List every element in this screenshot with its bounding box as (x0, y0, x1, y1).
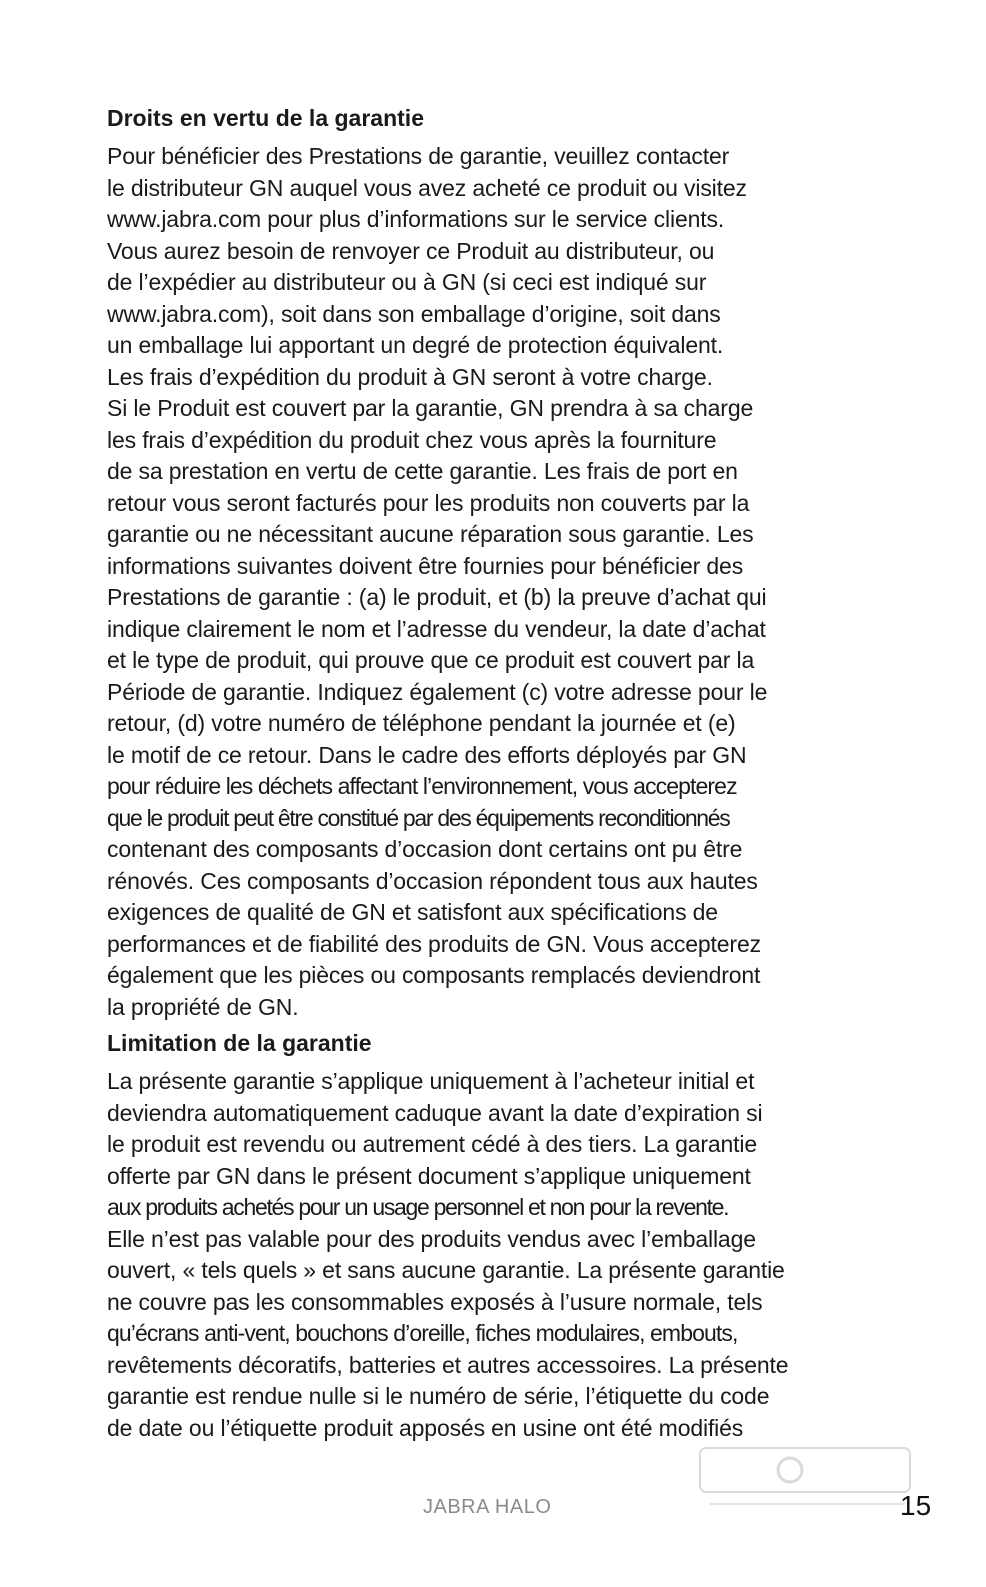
warranty-rights-paragraph (107, 141, 872, 1023)
text-line: aux produits achetés pour un usage personnel et non pour la revente. (107, 1194, 729, 1220)
text-line: les frais d’expédition du produit chez vous après la fourniture (107, 426, 717, 453)
document-page (107, 103, 872, 1444)
text-line: de date ou l’étiquette produit apposés en usine ont été modifiés (107, 1414, 744, 1441)
text-line: garantie est rendue nulle si le numéro de série, l’étiquette du code (107, 1383, 770, 1409)
page-number: 15 (900, 1490, 932, 1521)
section-heading-warranty-limitation: Limitation de la garantie (107, 1030, 372, 1056)
footer-brand: JABRA HALO (423, 1496, 552, 1518)
text-line: le motif de ce retour. Dans le cadre des efforts déployés par GN (107, 741, 747, 768)
text-line: Si le Produit est couvert par la garantie, GN prendra à sa charge (107, 395, 754, 421)
text-line: rénovés. Ces composants d’occasion répondent tous aux hautes (107, 867, 758, 894)
text-line: ne couvre pas les consommables exposés à l’usure normale, tels (107, 1288, 763, 1315)
text-line: Vous aurez besoin de renvoyer ce Produit au distributeur, ou (107, 237, 715, 264)
text-line: également que les pièces ou composants remplacés deviendront (107, 962, 761, 988)
text-line: garantie ou ne nécessitant aucune réparation sous garantie. Les (107, 521, 754, 547)
text-line: le distributeur GN auquel vous avez acheté ce produit ou visitez (107, 174, 747, 201)
text-line: www.jabra.com pour plus d’informations sur le service clients. (107, 206, 725, 232)
text-line: pour réduire les déchets affectant l’environnement, vous accepterez (107, 773, 737, 799)
text-line: qu’écrans anti-vent, bouchons d’oreille, fiches modulaires, embouts, (107, 1320, 738, 1346)
text-line: La présente garantie s’applique uniquement à l’acheteur initial et (107, 1068, 755, 1094)
text-line: contenant des composants d’occasion dont certains ont pu être (107, 836, 743, 862)
section-heading-warranty-rights: Droits en vertu de la garantie (107, 105, 424, 131)
text-line: deviendra automatiquement caduque avant la date d’expiration si (107, 1099, 763, 1126)
watermark-logo-icon (690, 1440, 920, 1530)
text-line: offerte par GN dans le présent document s’applique uniquement (107, 1162, 751, 1189)
text-line: la propriété de GN. (107, 993, 299, 1020)
text-line: Elle n’est pas valable pour des produits vendus avec l’emballage (107, 1225, 756, 1252)
text-line: informations suivantes doivent être fournies pour bénéficier des (107, 552, 744, 579)
text-line: revêtements décoratifs, batteries et autres accessoires. La présente (107, 1351, 789, 1378)
text-line: ouvert, « tels quels » et sans aucune garantie. La présente garantie (107, 1257, 785, 1283)
text-line: retour, (d) votre numéro de téléphone pendant la journée et (e) (107, 710, 736, 736)
text-line: le produit est revendu ou autrement cédé à des tiers. La garantie (107, 1131, 757, 1157)
text-line: de l’expédier au distributeur ou à GN (si ceci est indiqué sur (107, 269, 707, 295)
text-line: Pour bénéficier des Prestations de garantie, veuillez contacter (107, 143, 730, 169)
text-line: performances et de fiabilité des produits de GN. Vous accepterez (107, 930, 761, 957)
text-line: exigences de qualité de GN et satisfont aux spécifications de (107, 899, 718, 925)
text-line: et le type de produit, qui prouve que ce produit est couvert par la (107, 647, 755, 673)
text-line: que le produit peut être constitué par des équipements reconditionnés (107, 804, 730, 831)
text-line: retour vous seront facturés pour les produits non couverts par la (107, 489, 750, 516)
text-line: Prestations de garantie : (a) le produit, et (b) la preuve d’achat qui (107, 584, 767, 610)
text-line: Période de garantie. Indiquez également (c) votre adresse pour le (107, 678, 768, 705)
text-line: un emballage lui apportant un degré de protection équivalent. (107, 332, 724, 358)
text-line: Les frais d’expédition du produit à GN seront à votre charge. (107, 363, 713, 390)
warranty-limitation-paragraph (107, 1066, 872, 1444)
text-line: de sa prestation en vertu de cette garantie. Les frais de port en (107, 458, 738, 484)
text-line: indique clairement le nom et l’adresse du vendeur, la date d’achat (107, 615, 766, 642)
text-line: www.jabra.com), soit dans son emballage d’origine, soit dans (107, 300, 721, 327)
